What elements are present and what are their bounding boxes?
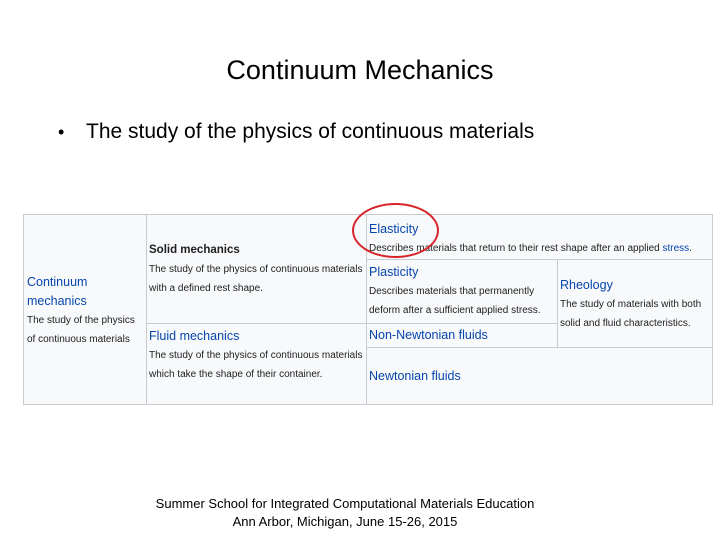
footer-line-2: Ann Arbor, Michigan, June 15-26, 2015 [232, 514, 458, 529]
table-divider [366, 323, 557, 324]
cell-continuum [27, 273, 145, 349]
bullet-dot-icon: • [58, 121, 65, 142]
plasticity-desc: Describes materials that permanently deform after a sufficient applied stress. [369, 286, 541, 316]
footer-line-1: Summer School for Integrated Computational Materials Education [155, 496, 535, 511]
non-newtonian-link[interactable]: Non-Newtonian fluids [369, 328, 488, 342]
plasticity-link[interactable]: Plasticity [369, 265, 419, 279]
rheology-link[interactable]: Rheology [560, 278, 613, 292]
fluid-desc: The study of the physics of continuous materials which take the shape of their container. [149, 350, 363, 380]
highlight-circle-icon [352, 203, 439, 258]
bullet-item [58, 120, 534, 144]
slide-title: Continuum Mechanics [226, 55, 494, 85]
footer [0, 495, 690, 531]
cell-non-newtonian [369, 326, 555, 345]
solid-heading: Solid mechanics [149, 244, 240, 256]
fluid-link[interactable]: Fluid mechanics [149, 329, 240, 343]
continuum-link[interactable]: Continuum mechanics [27, 275, 88, 308]
elasticity-desc-text: Describes materials that return to their rest shape after an applied [369, 243, 660, 254]
solid-desc: The study of the physics of continuous materials with a defined rest shape. [149, 264, 363, 294]
table-divider [146, 215, 147, 404]
elasticity-desc-end: . [689, 243, 692, 254]
cell-rheology [560, 276, 712, 333]
newtonian-link[interactable]: Newtonian fluids [369, 369, 461, 383]
table-divider [146, 323, 366, 324]
table-divider [557, 259, 558, 347]
table-divider [366, 347, 712, 348]
cell-fluid [149, 327, 363, 384]
cell-plasticity [369, 263, 555, 320]
cell-newtonian [369, 367, 555, 386]
stress-link[interactable]: stress [662, 243, 690, 254]
continuum-desc: The study of the physics of continuous materials [27, 315, 135, 345]
table-divider [366, 259, 712, 260]
cell-solid [149, 241, 363, 298]
elasticity-link[interactable]: Elasticity [369, 222, 419, 236]
rheology-desc: The study of materials with both solid and fluid characteristics. [560, 299, 702, 329]
bullet-text: The study of the physics of continuous materials [86, 120, 535, 143]
